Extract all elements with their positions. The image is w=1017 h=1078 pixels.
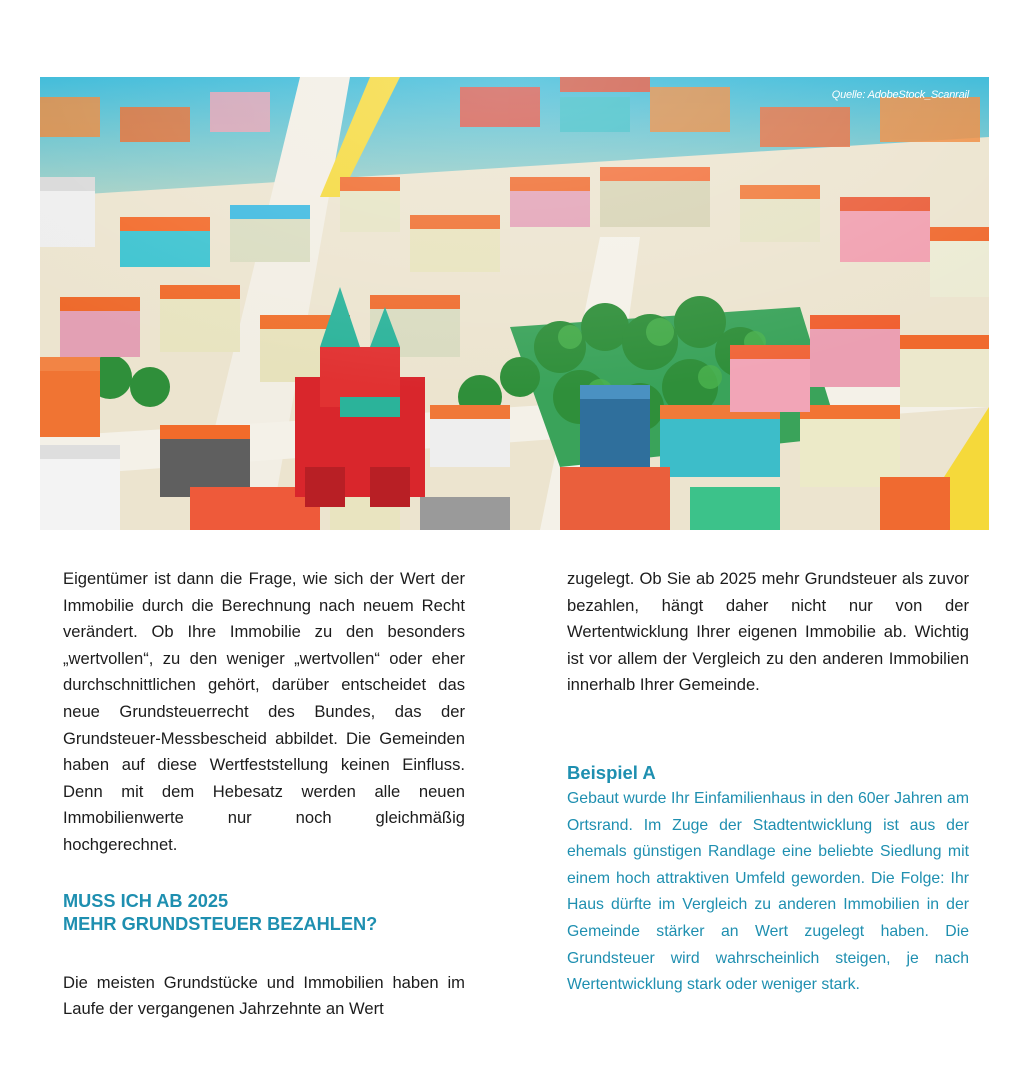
body-paragraph: Die meisten Grundstücke und Immobilien haben im Laufe der vergangenen Jahrzehnte an Wert [63,972,465,1019]
example-text: Gebaut wurde Ihr Einfamilienhaus in den 60er Jahren am Ortsrand. Im Zuge der Stadtentwicklung ist aus der ehemals günstigen Randlage eine beliebte Siedlung mit einem hoch attraktiven Umfeld geworden. Die Folge: Ihr Haus dürfte im Vergleich zu anderen Immobilien in der Gemeinde stärker an Wert zugelegt haben. Die Grundsteuer wird wahrscheinlich steigen, je nach Wertentwicklung stark oder weniger stark. [567,789,969,994]
example-title: Beispiel A [567,761,656,783]
section-heading-line2: MEHR GRUNDSTEUER BEZAHLEN? [63,913,378,934]
section-heading-line1: MUSS ICH AB 2025 [63,890,229,911]
right-column [567,566,969,999]
city-model-photo [40,77,989,530]
body-paragraph: zugelegt. Ob Sie ab 2025 mehr Grundsteuer als zuvor bezahlen, hängt daher nicht nur von der Wertentwicklung Ihrer eigenen Immobilie ab. Wichtig ist vor allem der Vergleich zu den anderen Immobilien innerhalb Ihrer Gemeinde. [567,569,969,695]
section-heading [63,890,465,936]
photo-credit: Quelle: AdobeStock_Scanrail [831,89,969,101]
left-column [63,566,465,1023]
city-model-illustration [40,77,989,530]
body-paragraph: Eigentümer ist dann die Frage, wie sich der Wert der Immobilie durch die Berechnung nach neuem Recht verändert. Ob Ihre Immobilie zu den besonders „wertvollen“, zu den weniger „wertvollen“ oder eher durchschnittlichen gehört, darüber entscheidet das neue Grundsteuerrecht des Bundes, das der Grundsteuer-Messbescheid abbildet. Die Gemeinden haben auf diese Wertfeststellung keinen Einfluss. Denn mit dem Hebesatz werden alle neuen Immobilienwerte nur noch gleichmäßig hochgerechnet. [63,569,465,854]
